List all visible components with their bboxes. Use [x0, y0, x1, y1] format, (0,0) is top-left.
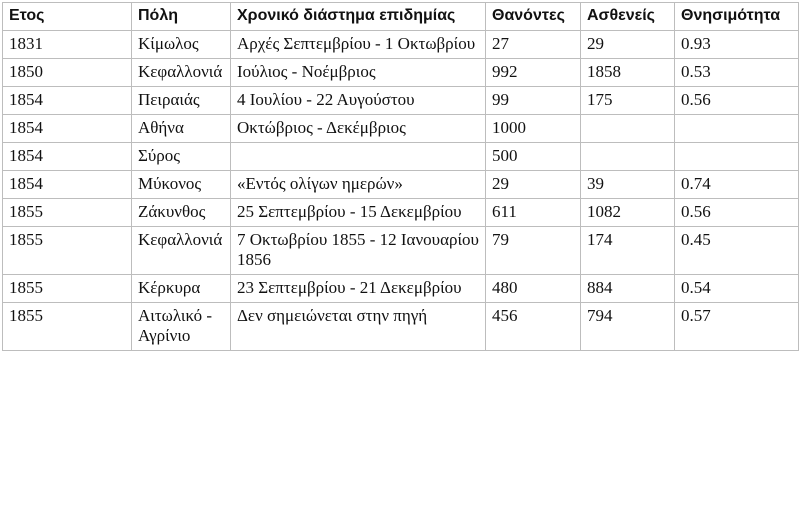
cell-patients: 175	[581, 87, 675, 115]
cell-mortality	[675, 143, 799, 171]
cell-deaths: 99	[486, 87, 581, 115]
cell-city: Κέρκυρα	[132, 275, 231, 303]
cell-mortality	[675, 115, 799, 143]
table-row	[3, 115, 799, 143]
cell-city: Ζάκυνθος	[132, 199, 231, 227]
cell-patients: 29	[581, 31, 675, 59]
cell-deaths: 29	[486, 171, 581, 199]
cell-year: 1855	[3, 199, 132, 227]
cell-year: 1850	[3, 59, 132, 87]
epidemic-table	[2, 2, 799, 351]
cell-period: 7 Οκτωβρίου 1855 - 12 Ιανουαρίου 1856	[231, 227, 486, 275]
cell-city: Μύκονος	[132, 171, 231, 199]
cell-period: 25 Σεπτεμβρίου - 15 Δεκεμβρίου	[231, 199, 486, 227]
cell-city: Κεφαλλονιά	[132, 59, 231, 87]
table-row	[3, 59, 799, 87]
cell-patients	[581, 115, 675, 143]
cell-period	[231, 143, 486, 171]
cell-deaths: 79	[486, 227, 581, 275]
cell-period: 4 Ιουλίου - 22 Αυγούστου	[231, 87, 486, 115]
table-row	[3, 31, 799, 59]
cell-mortality: 0.57	[675, 303, 799, 351]
cell-deaths: 27	[486, 31, 581, 59]
cell-period: «Εντός ολίγων ημερών»	[231, 171, 486, 199]
cell-deaths: 500	[486, 143, 581, 171]
cell-mortality: 0.74	[675, 171, 799, 199]
table-row	[3, 303, 799, 351]
cell-patients: 1082	[581, 199, 675, 227]
table-row	[3, 87, 799, 115]
cell-year: 1854	[3, 115, 132, 143]
header-row	[3, 3, 799, 31]
cell-city: Κίμωλος	[132, 31, 231, 59]
table-row	[3, 275, 799, 303]
cell-mortality: 0.53	[675, 59, 799, 87]
cell-period: Αρχές Σεπτεμβρίου - 1 Οκτωβρίου	[231, 31, 486, 59]
cell-year: 1831	[3, 31, 132, 59]
cell-year: 1854	[3, 143, 132, 171]
cell-mortality: 0.45	[675, 227, 799, 275]
table-row	[3, 227, 799, 275]
cell-patients: 39	[581, 171, 675, 199]
cell-deaths: 1000	[486, 115, 581, 143]
header-period: Χρονικό διάστημα επιδημίας	[231, 3, 486, 31]
cell-deaths: 456	[486, 303, 581, 351]
cell-year: 1854	[3, 87, 132, 115]
cell-mortality: 0.56	[675, 199, 799, 227]
cell-patients: 794	[581, 303, 675, 351]
header-deaths: Θανόντες	[486, 3, 581, 31]
cell-mortality: 0.56	[675, 87, 799, 115]
cell-mortality: 0.54	[675, 275, 799, 303]
cell-year: 1855	[3, 275, 132, 303]
cell-year: 1855	[3, 303, 132, 351]
cell-year: 1854	[3, 171, 132, 199]
table-row	[3, 143, 799, 171]
cell-city: Σύρος	[132, 143, 231, 171]
cell-deaths: 611	[486, 199, 581, 227]
cell-deaths: 992	[486, 59, 581, 87]
cell-patients: 174	[581, 227, 675, 275]
cell-deaths: 480	[486, 275, 581, 303]
cell-period: 23 Σεπτεμβρίου - 21 Δεκεμβρίου	[231, 275, 486, 303]
cell-period: Οκτώβριος - Δεκέμβριος	[231, 115, 486, 143]
header-patients: Ασθενείς	[581, 3, 675, 31]
cell-city: Αθήνα	[132, 115, 231, 143]
table-row	[3, 171, 799, 199]
cell-mortality: 0.93	[675, 31, 799, 59]
cell-city: Πειραιάς	[132, 87, 231, 115]
header-city: Πόλη	[132, 3, 231, 31]
table-row	[3, 199, 799, 227]
cell-patients: 1858	[581, 59, 675, 87]
table-container	[2, 2, 799, 351]
cell-period: Ιούλιος - Νοέμβριος	[231, 59, 486, 87]
cell-year: 1855	[3, 227, 132, 275]
cell-city: Κεφαλλονιά	[132, 227, 231, 275]
cell-period: Δεν σημειώνεται στην πηγή	[231, 303, 486, 351]
header-year: Ετος	[3, 3, 132, 31]
cell-patients	[581, 143, 675, 171]
header-mortality: Θνησιμότητα	[675, 3, 799, 31]
cell-city: Αιτωλικό - Αγρίνιο	[132, 303, 231, 351]
cell-patients: 884	[581, 275, 675, 303]
